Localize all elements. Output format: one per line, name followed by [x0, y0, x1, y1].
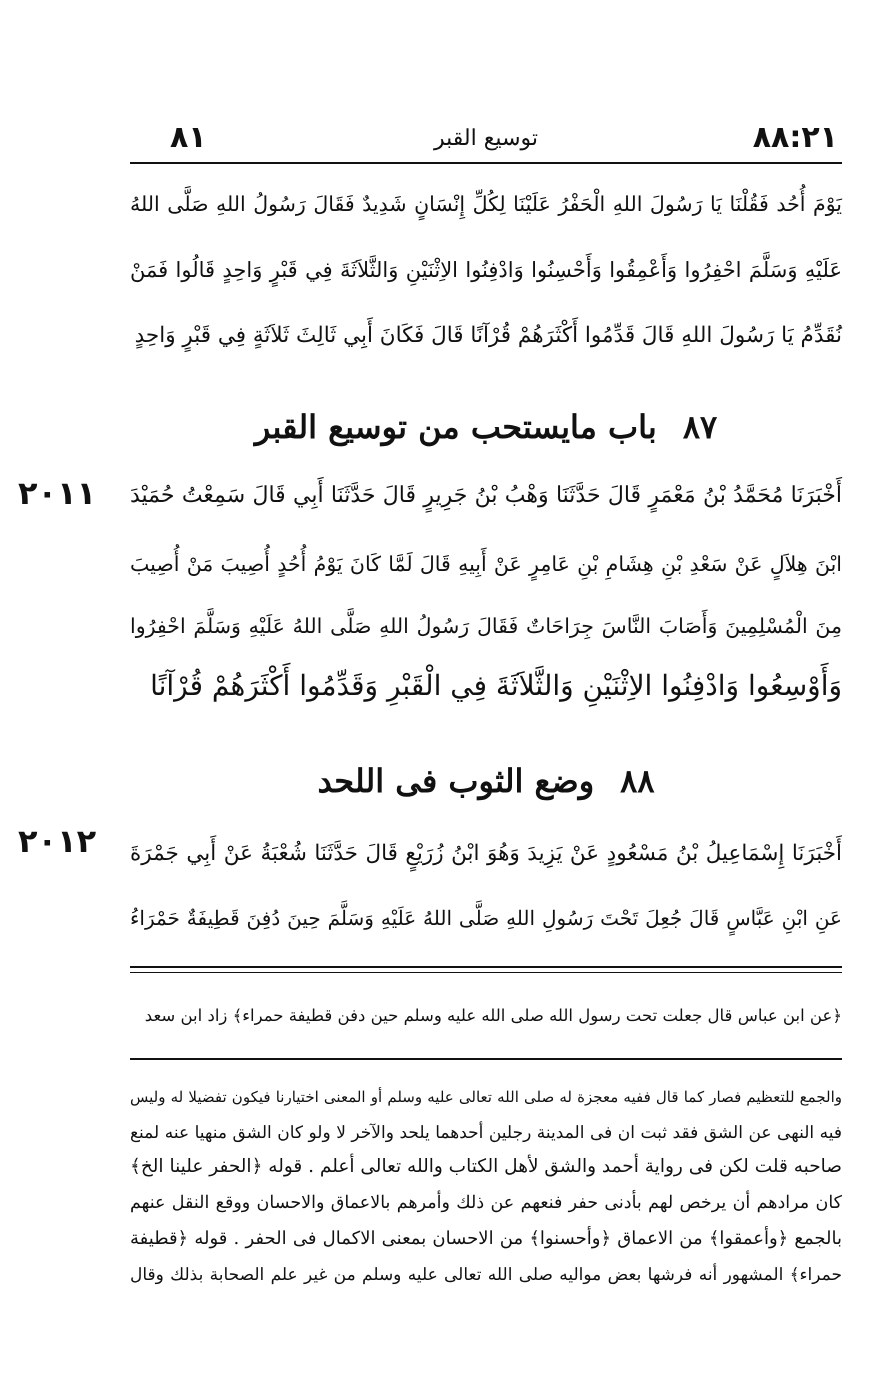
note-line: فيه النهى عن الشق فقد ثبت ان فى المدينة رجلين أحدهما يلحد والآخر لا ولو كان الشق منهيا عنه لمنع	[130, 1123, 842, 1143]
text-line: يَوْمَ أُحُد فَقُلْنَا يَا رَسُولَ اللهِ الْحَفْرُ عَلَيْنَا لِكُلِّ إِنْسَانٍ شَدِيدٌ فَقَالَ رَسُولُ اللهِ صَلَّى اللهُ	[130, 192, 842, 216]
page-number: ٨١	[170, 120, 207, 155]
note-line: بالجمع ﴿وأعمقوا﴾ من الاعماق ﴿وأحسنوا﴾ من الاحسان بمعنى الاكمال فى الحفر . قوله ﴿قطيفة	[130, 1228, 842, 1249]
section-heading-87	[130, 408, 842, 446]
note-line: كان مرادهم أن يرخص لهم بأدنى حفر فنعهم عن ذلك وأمرهم بالاعماق والاحسان ووقع النقل عنهم	[130, 1193, 842, 1213]
hadith-number: ٢٠١١	[18, 474, 97, 512]
text-line: مِنَ الْمُسْلِمِينَ وَأَصَابَ النَّاسَ جِرَاحَاتٌ فَقَالَ رَسُولُ اللهِ صَلَّى اللهُ عَلَيْهِ وَسَلَّمَ احْفِرُوا	[130, 614, 842, 638]
section-title: وضع الثوب فى اللحد	[317, 762, 595, 800]
footnote-line: ﴿عن ابن عباس قال جعلت تحت رسول الله صلى الله عليه وسلم حين دفن قطيفة حمراء﴾ زاد ابن سعد	[144, 1006, 842, 1025]
text-line: أَخْبَرَنَا مُحَمَّدُ بْنُ مَعْمَرٍ قَالَ حَدَّثَنَا وَهْبُ بْنُ جَرِيرٍ قَالَ حَدَّثَنَا أَبِي قَالَ سَمِعْتُ حُمَيْدَ	[130, 483, 842, 508]
text-line: عَنِ ابْنِ عَبَّاسٍ قَالَ جُعِلَ تَحْتَ رَسُولِ اللهِ صَلَّى اللهُ عَلَيْهِ وَسَلَّمَ حِينَ دُفِنَ قَطِيفَةٌ حَمْرَاءُ	[130, 906, 842, 930]
text-line: ابْنَ هِلاَلٍ عَنْ سَعْدِ بْنِ هِشَامِ بْنِ عَامِرٍ عَنْ أَبِيهِ قَالَ لَمَّا كَانَ يَوْمُ أُحُدٍ أُصِيبَ مَنْ أُصِيبَ	[130, 552, 842, 576]
text-line: عَلَيْهِ وَسَلَّمَ احْفِرُوا وَأَعْمِقُوا وَأَحْسِنُوا وَادْفِنُوا الاِثْنَيْنِ وَالثَّلاَثَةَ فِي قَبْرٍ وَاحِدٍ قَالُوا فَمَنْ	[130, 258, 842, 282]
running-title: توسيع القبر	[434, 126, 538, 151]
note-line: صاحبه قلت لكن فى رواية أحمد والشق لأهل الكتاب والله تعالى أعلم . قوله ﴿الحفر علينا الخ﴾	[130, 1156, 842, 1177]
divider-double	[130, 966, 842, 973]
section-heading-88	[130, 762, 842, 800]
section-title: باب مايستحب من توسيع القبر	[254, 408, 657, 446]
divider	[130, 1058, 842, 1060]
note-line: والجمع للتعظيم فصار كما قال ففيه معجزة له صلى الله تعالى عليه وسلم أو المعنى اختيارنا فيكون تفضيلا له وليس	[130, 1088, 842, 1106]
section-number: ٨٨	[620, 762, 655, 800]
note-line: حمراء﴾ المشهور أنه فرشها بعض مواليه صلى الله تعالى عليه وسلم من غير علم الصحابة بذلك وقال	[130, 1265, 842, 1285]
page-header	[130, 118, 842, 164]
text-line: وَأَوْسِعُوا وَادْفِنُوا الاِثْنَيْنِ وَالثَّلاَثَةَ فِي الْقَبْرِ وَقَدِّمُوا أَكْثَرَهُمْ قُرْآنًا	[150, 669, 842, 702]
text-line: أَخْبَرَنَا إِسْمَاعِيلُ بْنُ مَسْعُودٍ عَنْ يَزِيدَ وَهُوَ ابْنُ زُرَيْعٍ قَالَ حَدَّثَنَا شُعْبَةُ عَنْ أَبِي جَمْرَةَ	[130, 841, 842, 866]
section-number: ٨٧	[682, 408, 718, 446]
text-line: نُقَدِّمُ يَا رَسُولَ اللهِ قَالَ قَدِّمُوا أَكْثَرَهُمْ قُرْآنًا قَالَ فَكَانَ أَبِي ثَالِثَ ثَلاَثَةٍ فِي قَبْرٍ وَاحِدٍ	[134, 323, 842, 348]
hadith-number: ٢٠١٢	[18, 822, 97, 860]
chapter-reference: ٨٨:٢١	[752, 120, 838, 155]
